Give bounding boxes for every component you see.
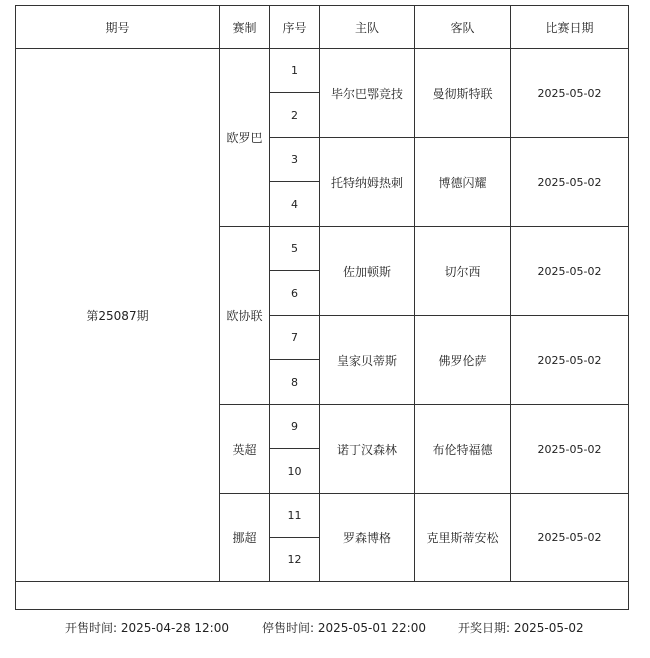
seq-cell: 9 [270, 405, 320, 449]
match-date-cell: 2025-05-02 [511, 138, 628, 227]
blank-row [15, 582, 629, 610]
seq-cell: 10 [270, 449, 320, 494]
competition-cell: 欧罗巴 [220, 49, 270, 227]
home-team-cell: 托特纳姆热刺 [320, 138, 415, 227]
seq-cell: 1 [270, 49, 320, 93]
competition-cell: 欧协联 [220, 227, 270, 405]
away-team-cell: 曼彻斯特联 [415, 49, 511, 138]
match-date-cell: 2025-05-02 [537, 531, 602, 544]
home-team-cell: 罗森博格 [320, 494, 415, 581]
schedule-table [15, 5, 629, 582]
header-seq: 序号 [270, 6, 320, 49]
match-date-cell: 2025-05-02 [511, 227, 628, 316]
seq-cell: 6 [270, 271, 320, 316]
seq-cell: 7 [270, 316, 320, 360]
seq-cell: 2 [270, 93, 320, 138]
draw-date: 开奖日期: 2025-05-02 [458, 621, 584, 635]
header-date: 比赛日期 [511, 6, 628, 49]
home-team-cell: 佐加顿斯 [320, 227, 415, 316]
home-team-cell: 皇家贝蒂斯 [320, 316, 415, 405]
away-team-cell: 博德闪耀 [415, 138, 511, 227]
footer [15, 610, 629, 642]
header-away: 客队 [415, 6, 511, 49]
home-team-cell: 毕尔巴鄂竞技 [320, 49, 415, 138]
sale-start-time: 开售时间: 2025-04-28 12:00 [65, 621, 229, 635]
match-date-cell: 2025-05-02 [511, 49, 628, 138]
away-team-cell: 布伦特福德 [415, 405, 511, 494]
header-competition: 赛制 [220, 6, 270, 49]
competition-cell: 英超 [220, 405, 270, 494]
match-date-cell: 2025-05-02 [511, 316, 628, 405]
away-team-cell: 佛罗伦萨 [415, 316, 511, 405]
seq-cell: 11 [270, 494, 320, 538]
seq-cell: 8 [270, 360, 320, 405]
seq-cell: 3 [270, 138, 320, 182]
home-team-cell: 诺丁汉森林 [320, 405, 415, 494]
sale-stop-time: 停售时间: 2025-05-01 22:00 [262, 621, 426, 635]
header-home: 主队 [320, 6, 415, 49]
away-team-cell: 克里斯蒂安松 [415, 494, 511, 581]
seq-cell: 4 [270, 182, 320, 227]
seq-cell: 12 [270, 538, 320, 581]
period-cell: 第25087期 [16, 49, 220, 581]
seq-cell: 5 [270, 227, 320, 271]
away-team-cell: 切尔西 [415, 227, 511, 316]
header-period: 期号 [16, 6, 220, 49]
competition-cell: 挪超 [220, 494, 270, 581]
match-date-cell: 2025-05-02 [511, 405, 628, 494]
